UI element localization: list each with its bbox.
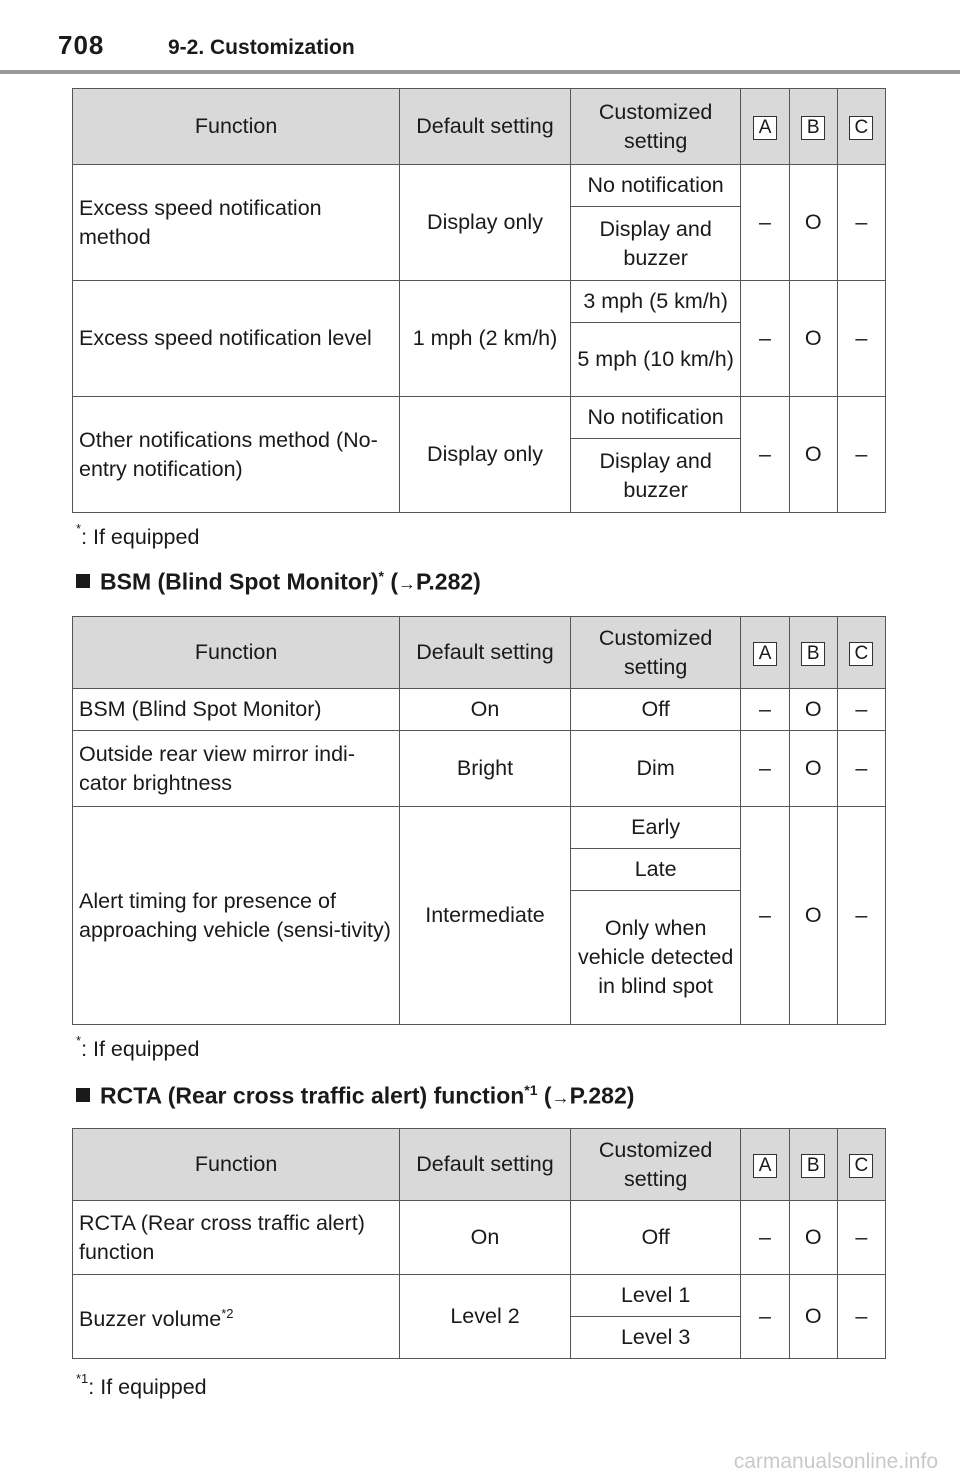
- header-a: [741, 1129, 789, 1201]
- footnote-mark: *: [76, 521, 82, 536]
- a-cell: –: [741, 689, 789, 731]
- table-row: [73, 397, 886, 439]
- default-cell: Display only: [400, 165, 571, 281]
- mode-b-box: B: [801, 642, 825, 666]
- function-cell: Other notifications method (No-entry notification): [73, 397, 400, 513]
- custom-cell: 3 mph (5 km/h): [570, 281, 741, 323]
- custom-cell: Display and buzzer: [570, 207, 741, 281]
- bsm-heading-mark: *: [378, 568, 384, 584]
- c-cell: –: [837, 1201, 885, 1275]
- mode-b-box: B: [801, 1154, 825, 1178]
- header-function: Function: [73, 617, 400, 689]
- c-cell: –: [837, 165, 885, 281]
- c-cell: –: [837, 281, 885, 397]
- custom-cell: Dim: [570, 731, 741, 807]
- custom-cell: 5 mph (10 km/h): [570, 323, 741, 397]
- a-cell: –: [741, 281, 789, 397]
- b-cell: O: [789, 689, 837, 731]
- header-function: Function: [73, 1129, 400, 1201]
- bsm-heading: [76, 568, 481, 596]
- default-cell: Level 2: [400, 1275, 571, 1359]
- header-a: [741, 89, 789, 165]
- page-header: [0, 0, 960, 76]
- table-row: [73, 1201, 886, 1275]
- custom-cell: No notification: [570, 397, 741, 439]
- header-customized: Customized setting: [570, 89, 741, 165]
- arrow-right-icon: →: [551, 1087, 570, 1108]
- c-cell: –: [837, 1275, 885, 1359]
- mode-c-box: C: [849, 1154, 873, 1178]
- c-cell: –: [837, 807, 885, 1025]
- footnote: [76, 1371, 207, 1400]
- footnote-text: : If equipped: [81, 525, 200, 550]
- mode-c-box: C: [849, 642, 873, 666]
- c-cell: –: [837, 731, 885, 807]
- function-cell: BSM (Blind Spot Monitor): [73, 689, 400, 731]
- header-b: [789, 89, 837, 165]
- default-cell: Bright: [400, 731, 571, 807]
- custom-cell: Level 1: [570, 1275, 741, 1317]
- mode-a-box: A: [753, 1154, 777, 1178]
- watermark: carmanualsonline.info: [733, 1450, 938, 1473]
- footnote: [76, 521, 200, 550]
- footnote-text: : If equipped: [88, 1375, 207, 1400]
- header-default: Default setting: [400, 617, 571, 689]
- custom-cell: Late: [570, 849, 741, 891]
- rcta-heading-mark: *1: [524, 1082, 538, 1098]
- table-row: [73, 689, 886, 731]
- a-cell: –: [741, 807, 789, 1025]
- header-function: Function: [73, 89, 400, 165]
- a-cell: –: [741, 731, 789, 807]
- table-row: [73, 1275, 886, 1317]
- function-cell: [73, 1275, 400, 1359]
- header-c: [837, 617, 885, 689]
- custom-cell: Only when vehicle detected in blind spot: [570, 891, 741, 1025]
- default-cell: 1 mph (2 km/h): [400, 281, 571, 397]
- table-header-row: [73, 1129, 886, 1201]
- header-default: Default setting: [400, 1129, 571, 1201]
- mode-b-box: B: [801, 116, 825, 140]
- header-b: [789, 617, 837, 689]
- rcta-page-ref[interactable]: P.282): [569, 1082, 635, 1109]
- footnote-mark: *1: [76, 1371, 89, 1386]
- header-customized: Customized setting: [570, 617, 741, 689]
- custom-cell: No notification: [570, 165, 741, 207]
- b-cell: O: [789, 165, 837, 281]
- rcta-heading-text: RCTA (Rear cross traffic alert) function: [100, 1082, 525, 1109]
- table-row: [73, 165, 886, 207]
- default-cell: Intermediate: [400, 807, 571, 1025]
- a-cell: –: [741, 1275, 789, 1359]
- section-title: 9-2. Customization: [168, 36, 355, 59]
- header-rule: [0, 70, 960, 74]
- c-cell: –: [837, 689, 885, 731]
- b-cell: O: [789, 1275, 837, 1359]
- default-cell: On: [400, 689, 571, 731]
- table-notification-settings: [72, 88, 886, 513]
- table-header-row: [73, 617, 886, 689]
- table-rcta: [72, 1128, 886, 1359]
- custom-cell: Early: [570, 807, 741, 849]
- bsm-heading-text: BSM (Blind Spot Monitor): [100, 568, 379, 595]
- bullet-square-icon: [76, 1088, 90, 1102]
- arrow-right-icon: →: [398, 573, 417, 594]
- function-text: Buzzer volume: [79, 1307, 222, 1332]
- header-customized: Customized setting: [570, 1129, 741, 1201]
- rcta-open-paren: (: [543, 1082, 552, 1109]
- custom-cell: Display and buzzer: [570, 439, 741, 513]
- a-cell: –: [741, 1201, 789, 1275]
- bsm-open-paren: (: [390, 568, 399, 595]
- footnote: [76, 1033, 200, 1062]
- footnote-text: : If equipped: [81, 1037, 200, 1062]
- function-mark: *2: [221, 1305, 234, 1321]
- mode-c-box: C: [849, 116, 873, 140]
- custom-cell: Level 3: [570, 1317, 741, 1359]
- header-c: [837, 89, 885, 165]
- b-cell: O: [789, 397, 837, 513]
- function-cell: Excess speed notification method: [73, 165, 400, 281]
- bsm-page-ref[interactable]: P.282): [416, 568, 481, 595]
- custom-cell: Off: [570, 1201, 741, 1275]
- function-cell: Alert timing for presence of approaching vehicle (sensi-tivity): [73, 807, 400, 1025]
- a-cell: –: [741, 165, 789, 281]
- header-b: [789, 1129, 837, 1201]
- b-cell: O: [789, 731, 837, 807]
- default-cell: Display only: [400, 397, 571, 513]
- b-cell: O: [789, 281, 837, 397]
- a-cell: –: [741, 397, 789, 513]
- rcta-heading: [76, 1082, 634, 1110]
- custom-cell: Off: [570, 689, 741, 731]
- header-a: [741, 617, 789, 689]
- table-bsm: [72, 616, 886, 1025]
- page-number: 708: [58, 30, 105, 60]
- footnote-mark: *: [76, 1033, 82, 1048]
- header-default: Default setting: [400, 89, 571, 165]
- table-row: [73, 731, 886, 807]
- table-row: [73, 281, 886, 323]
- b-cell: O: [789, 1201, 837, 1275]
- table-row: [73, 807, 886, 849]
- function-cell: RCTA (Rear cross traffic alert) function: [73, 1201, 400, 1275]
- header-c: [837, 1129, 885, 1201]
- function-cell: Excess speed notification level: [73, 281, 400, 397]
- table-header-row: [73, 89, 886, 165]
- mode-a-box: A: [753, 642, 777, 666]
- bullet-square-icon: [76, 574, 90, 588]
- c-cell: –: [837, 397, 885, 513]
- mode-a-box: A: [753, 116, 777, 140]
- b-cell: O: [789, 807, 837, 1025]
- function-cell: Outside rear view mirror indi-cator brightness: [73, 731, 400, 807]
- default-cell: On: [400, 1201, 571, 1275]
